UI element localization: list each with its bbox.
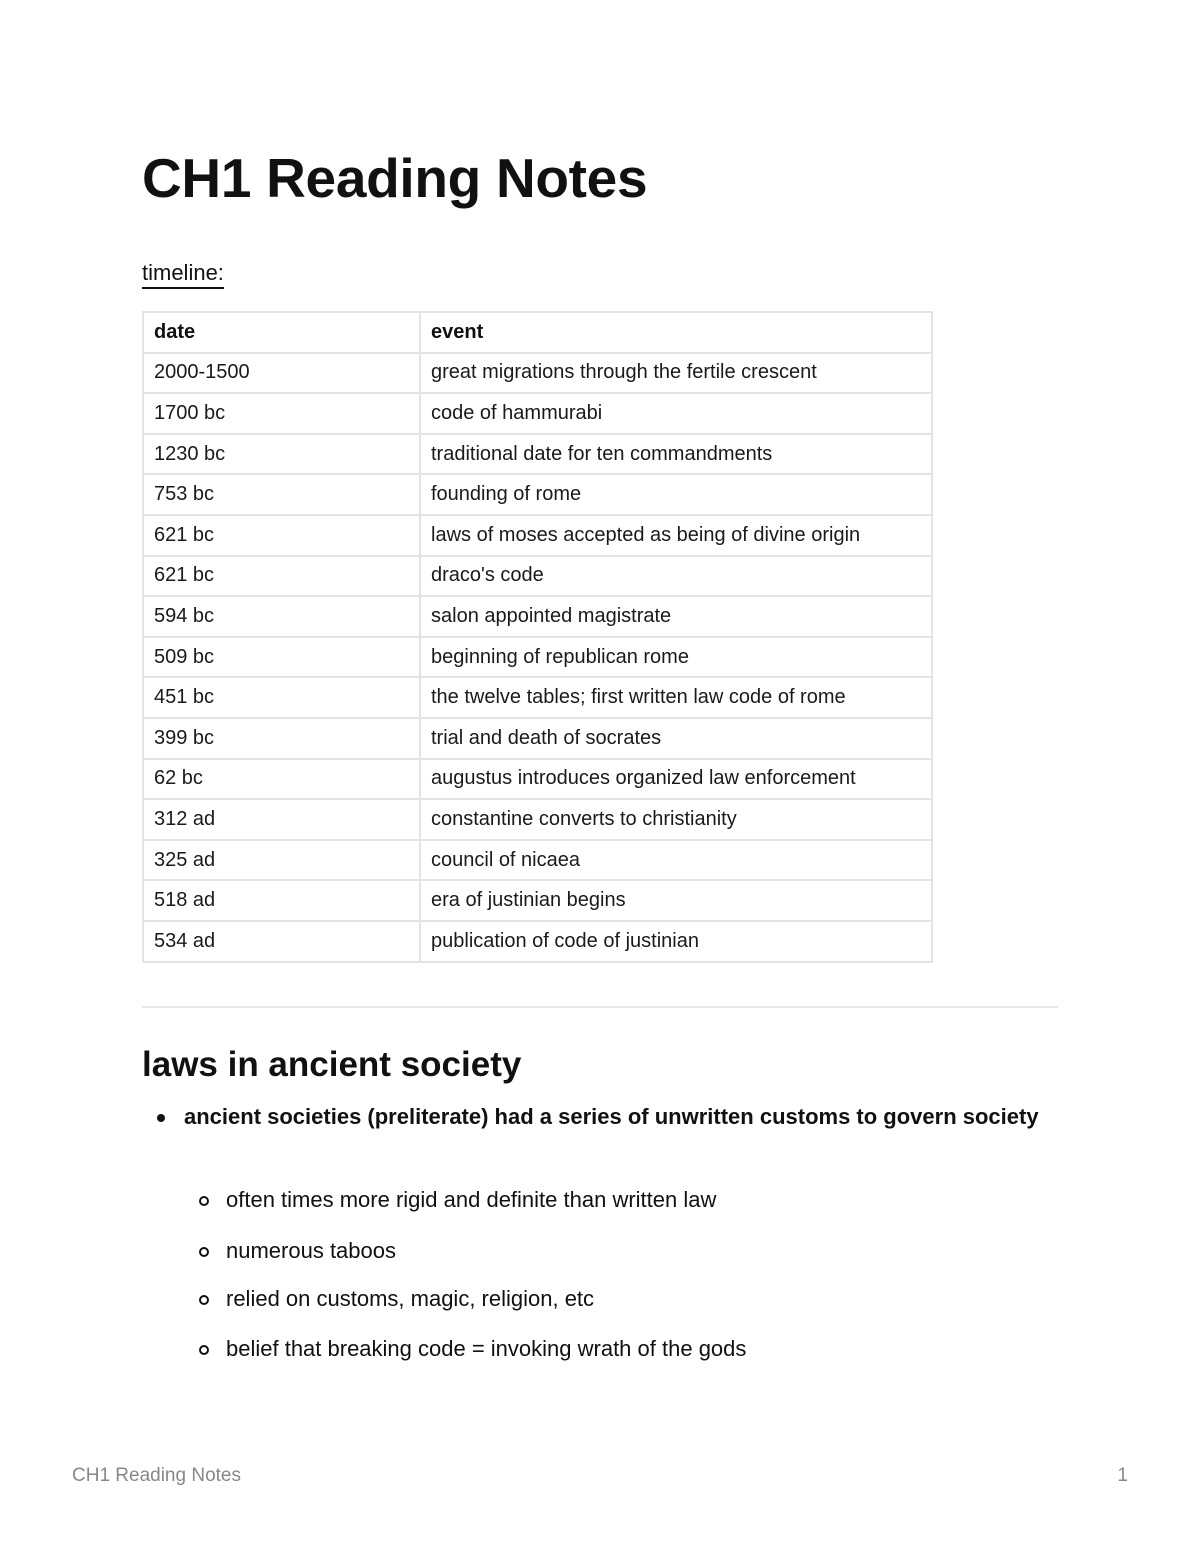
event-cell: salon appointed magistrate	[420, 596, 932, 637]
hollow-bullet-icon	[199, 1196, 209, 1206]
hollow-bullet-icon	[199, 1295, 209, 1305]
sub-bullet-item: belief that breaking code = invoking wrath of the gods	[226, 1336, 747, 1361]
table-row	[143, 799, 932, 840]
table-row	[143, 840, 932, 881]
column-header-event: event	[420, 312, 932, 353]
date-cell: 399 bc	[143, 718, 420, 759]
table-row	[143, 515, 932, 556]
event-cell: code of hammurabi	[420, 393, 932, 434]
date-cell: 62 bc	[143, 759, 420, 800]
sub-bullet-item: relied on customs, magic, religion, etc	[226, 1286, 595, 1311]
section-heading: laws in ancient society	[142, 1045, 522, 1084]
table-row	[143, 759, 932, 800]
table-row	[143, 393, 932, 434]
event-cell: founding of rome	[420, 474, 932, 515]
sub-bullet-item: numerous taboos	[226, 1238, 396, 1263]
date-cell: 534 ad	[143, 921, 420, 962]
event-cell: traditional date for ten commandments	[420, 434, 932, 475]
date-cell: 621 bc	[143, 515, 420, 556]
table-row	[143, 677, 932, 718]
date-cell: 518 ad	[143, 880, 420, 921]
table-row	[143, 921, 932, 962]
event-cell: era of justinian begins	[420, 880, 932, 921]
table-row	[143, 596, 932, 637]
table-row	[143, 474, 932, 515]
date-cell: 1700 bc	[143, 393, 420, 434]
event-cell: council of nicaea	[420, 840, 932, 881]
event-cell: laws of moses accepted as being of divine origin	[420, 515, 932, 556]
timeline-table	[142, 311, 933, 963]
event-cell: great migrations through the fertile crescent	[420, 353, 932, 394]
page-title: CH1 Reading Notes	[142, 147, 648, 209]
column-header-date: date	[143, 312, 420, 353]
date-cell: 509 bc	[143, 637, 420, 678]
date-cell: 2000-1500	[143, 353, 420, 394]
table-header-row	[143, 312, 932, 353]
table-row	[143, 880, 932, 921]
hollow-bullet-icon	[199, 1345, 209, 1355]
table-row	[143, 637, 932, 678]
event-cell: beginning of republican rome	[420, 637, 932, 678]
event-cell: publication of code of justinian	[420, 921, 932, 962]
event-cell: draco's code	[420, 556, 932, 597]
sub-bullet-item: often times more rigid and definite than written law	[226, 1187, 717, 1212]
main-bullet-text: ancient societies (preliterate) had a series of unwritten customs to govern society	[184, 1104, 1039, 1129]
table-row	[143, 434, 932, 475]
event-cell: the twelve tables; first written law code of rome	[420, 677, 932, 718]
bullet-icon	[157, 1114, 165, 1122]
page-number: 1	[1117, 1465, 1128, 1486]
timeline-label: timeline:	[142, 259, 224, 289]
date-cell: 621 bc	[143, 556, 420, 597]
event-cell: trial and death of socrates	[420, 718, 932, 759]
table-row	[143, 718, 932, 759]
date-cell: 451 bc	[143, 677, 420, 718]
hollow-bullet-icon	[199, 1247, 209, 1257]
section-divider	[142, 1006, 1058, 1008]
date-cell: 312 ad	[143, 799, 420, 840]
table-row	[143, 556, 932, 597]
date-cell: 325 ad	[143, 840, 420, 881]
event-cell: constantine converts to christianity	[420, 799, 932, 840]
table-row	[143, 353, 932, 394]
date-cell: 594 bc	[143, 596, 420, 637]
date-cell: 753 bc	[143, 474, 420, 515]
event-cell: augustus introduces organized law enforcement	[420, 759, 932, 800]
date-cell: 1230 bc	[143, 434, 420, 475]
footer-title: CH1 Reading Notes	[72, 1465, 241, 1486]
